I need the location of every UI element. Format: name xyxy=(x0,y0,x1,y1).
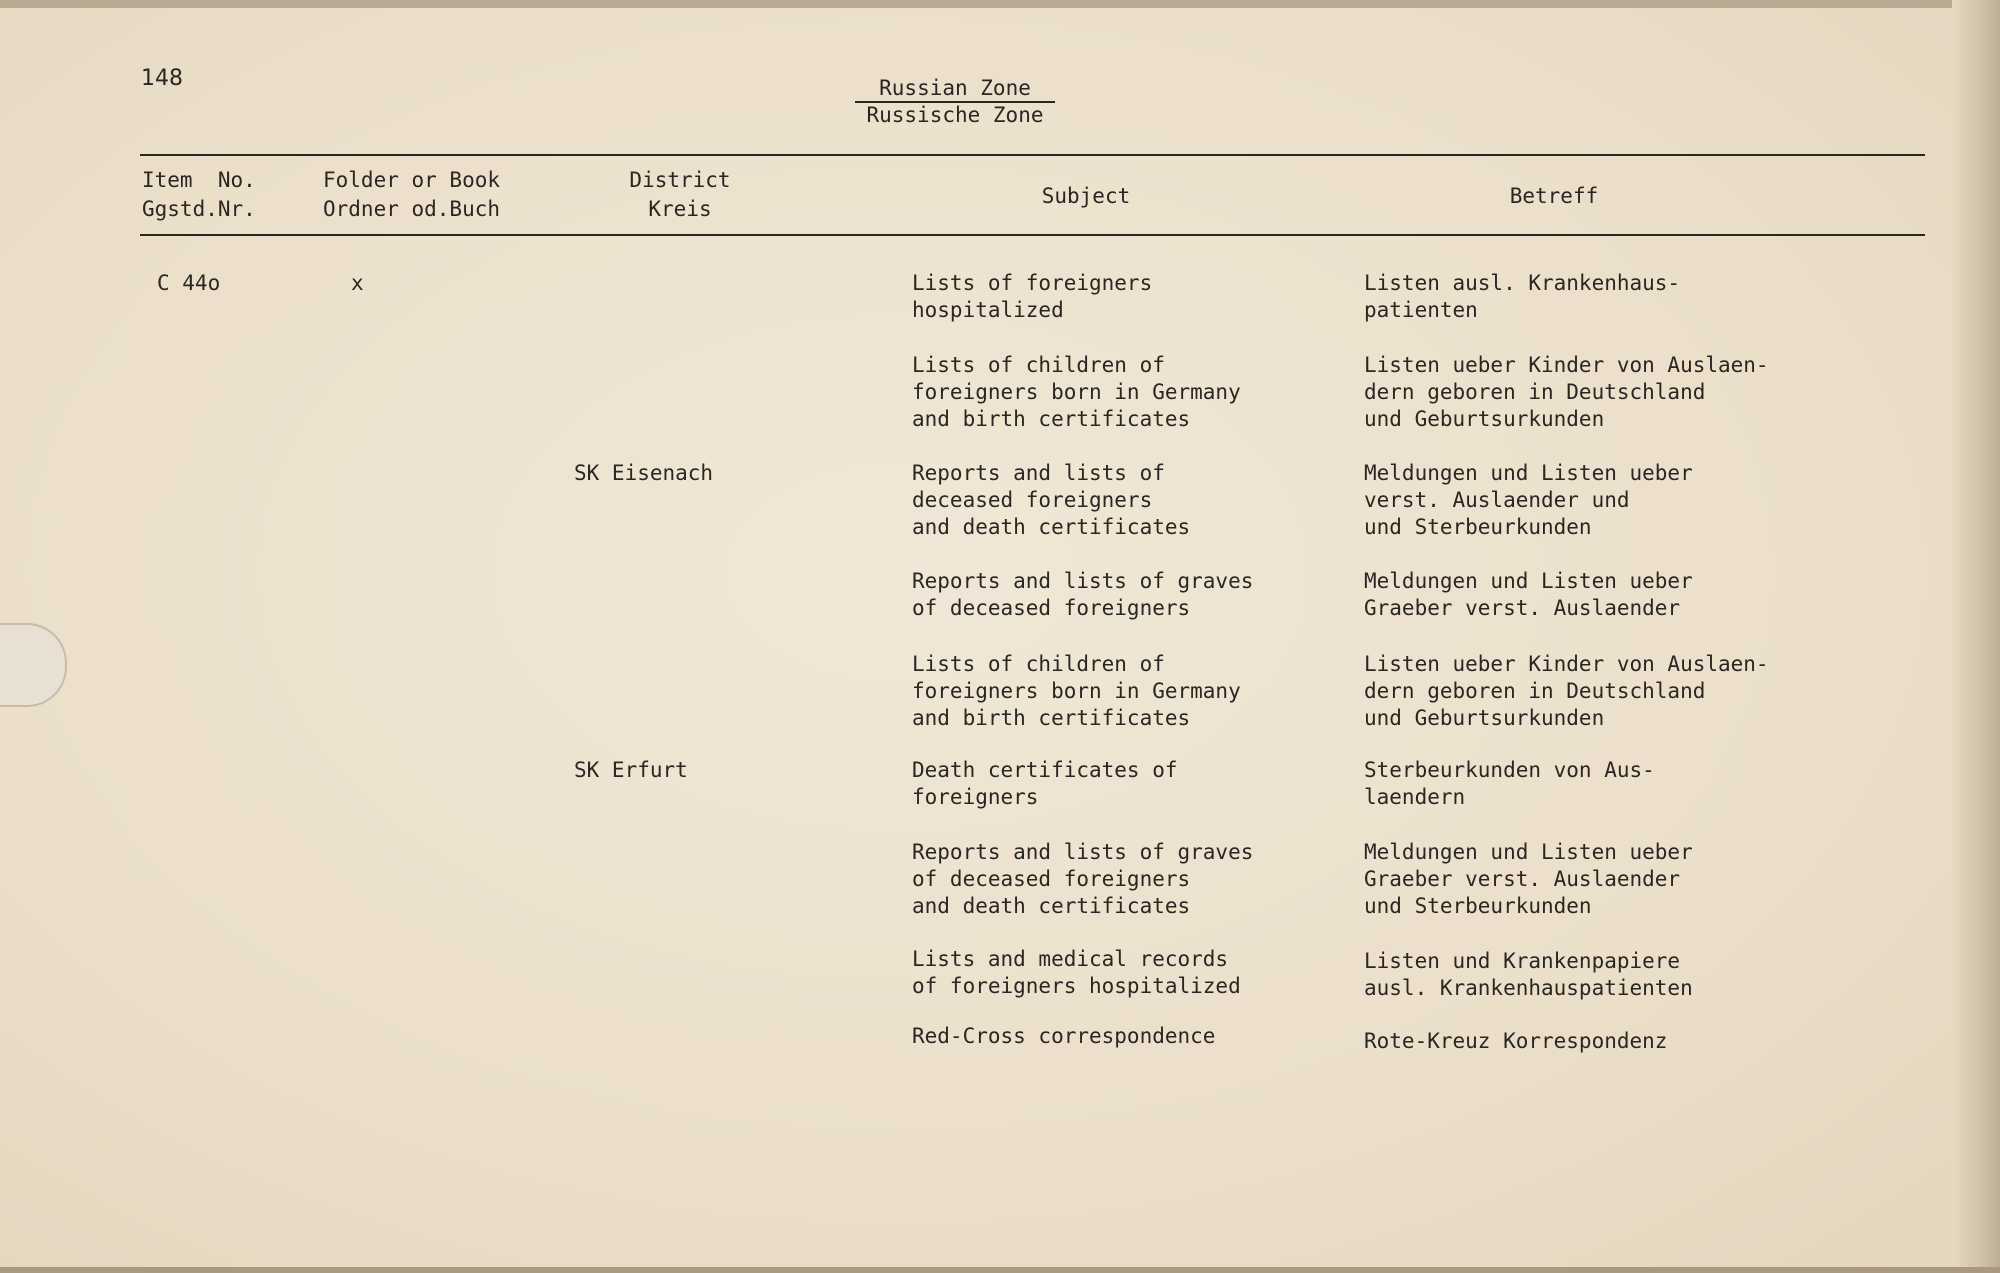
betreff-cell: Listen ueber Kinder von Auslaen- dern geboren in Deutschland und Geburtsurkunden xyxy=(1364,353,1769,431)
page-top-edge xyxy=(0,0,2000,8)
header-betreff: Betreff xyxy=(1509,184,1599,208)
subject-cell: Reports and lists of deceased foreigners and death certificates xyxy=(912,461,1191,539)
betreff-cell: Listen und Krankenpapiere ausl. Krankenhauspatienten xyxy=(1364,949,1693,1000)
subject-cell: Lists of foreigners hospitalized xyxy=(912,271,1153,322)
header-district-de: Kreis xyxy=(648,197,712,221)
zone-title: Russian Zone xyxy=(855,76,1055,103)
page-bottom-edge xyxy=(0,1267,2000,1273)
subject-cell: Lists of children of foreigners born in Germany and birth certificates xyxy=(912,353,1241,431)
header-top-rule xyxy=(140,154,1925,156)
betreff-cell: Listen ausl. Krankenhaus- patienten xyxy=(1364,271,1681,322)
betreff-cell: Meldungen und Listen ueber Graeber verst. Auslaender und Sterbeurkunden xyxy=(1364,840,1693,918)
header-subject: Subject xyxy=(1041,184,1131,208)
betreff-cell: Rote-Kreuz Korrespondenz xyxy=(1364,1029,1668,1053)
subject-cell: Lists of children of foreigners born in Germany and birth certificates xyxy=(912,652,1241,730)
subject-cell: Reports and lists of graves of deceased foreigners xyxy=(912,569,1254,620)
betreff-cell: Listen ueber Kinder von Auslaen- dern geboren in Deutschland und Geburtsurkunden xyxy=(1364,652,1769,730)
thumb-tab xyxy=(0,623,67,707)
subject-cell: Lists and medical records of foreigners hospitalized xyxy=(912,947,1241,998)
subject-cell: Death certificates of foreigners xyxy=(912,758,1178,809)
district-eisenach: SK Eisenach xyxy=(574,461,714,485)
item-number: C 44o xyxy=(157,271,221,295)
header-folder-de: Ordner od.Buch xyxy=(323,197,501,221)
zone-subtitle: Russische Zone xyxy=(866,103,1044,127)
district-erfurt: SK Erfurt xyxy=(574,758,688,782)
subject-cell: Reports and lists of graves of deceased foreigners and death certificates xyxy=(912,840,1254,918)
page-number: 148 xyxy=(141,66,183,91)
header-district-en: District xyxy=(629,168,731,192)
subject-cell: Red-Cross correspondence xyxy=(912,1024,1216,1048)
header-folder-en: Folder or Book xyxy=(323,168,501,192)
header-item-en: Item No. xyxy=(142,168,256,192)
betreff-cell: Meldungen und Listen ueber verst. Auslaender und und Sterbeurkunden xyxy=(1364,461,1693,539)
header-bottom-rule xyxy=(140,234,1925,236)
folder-mark: x xyxy=(351,271,364,295)
header-item-de: Ggstd.Nr. xyxy=(142,197,256,221)
betreff-cell: Meldungen und Listen ueber Graeber verst. Auslaender xyxy=(1364,569,1693,620)
page-binding-edge xyxy=(1952,0,2000,1273)
betreff-cell: Sterbeurkunden von Aus- laendern xyxy=(1364,758,1655,809)
